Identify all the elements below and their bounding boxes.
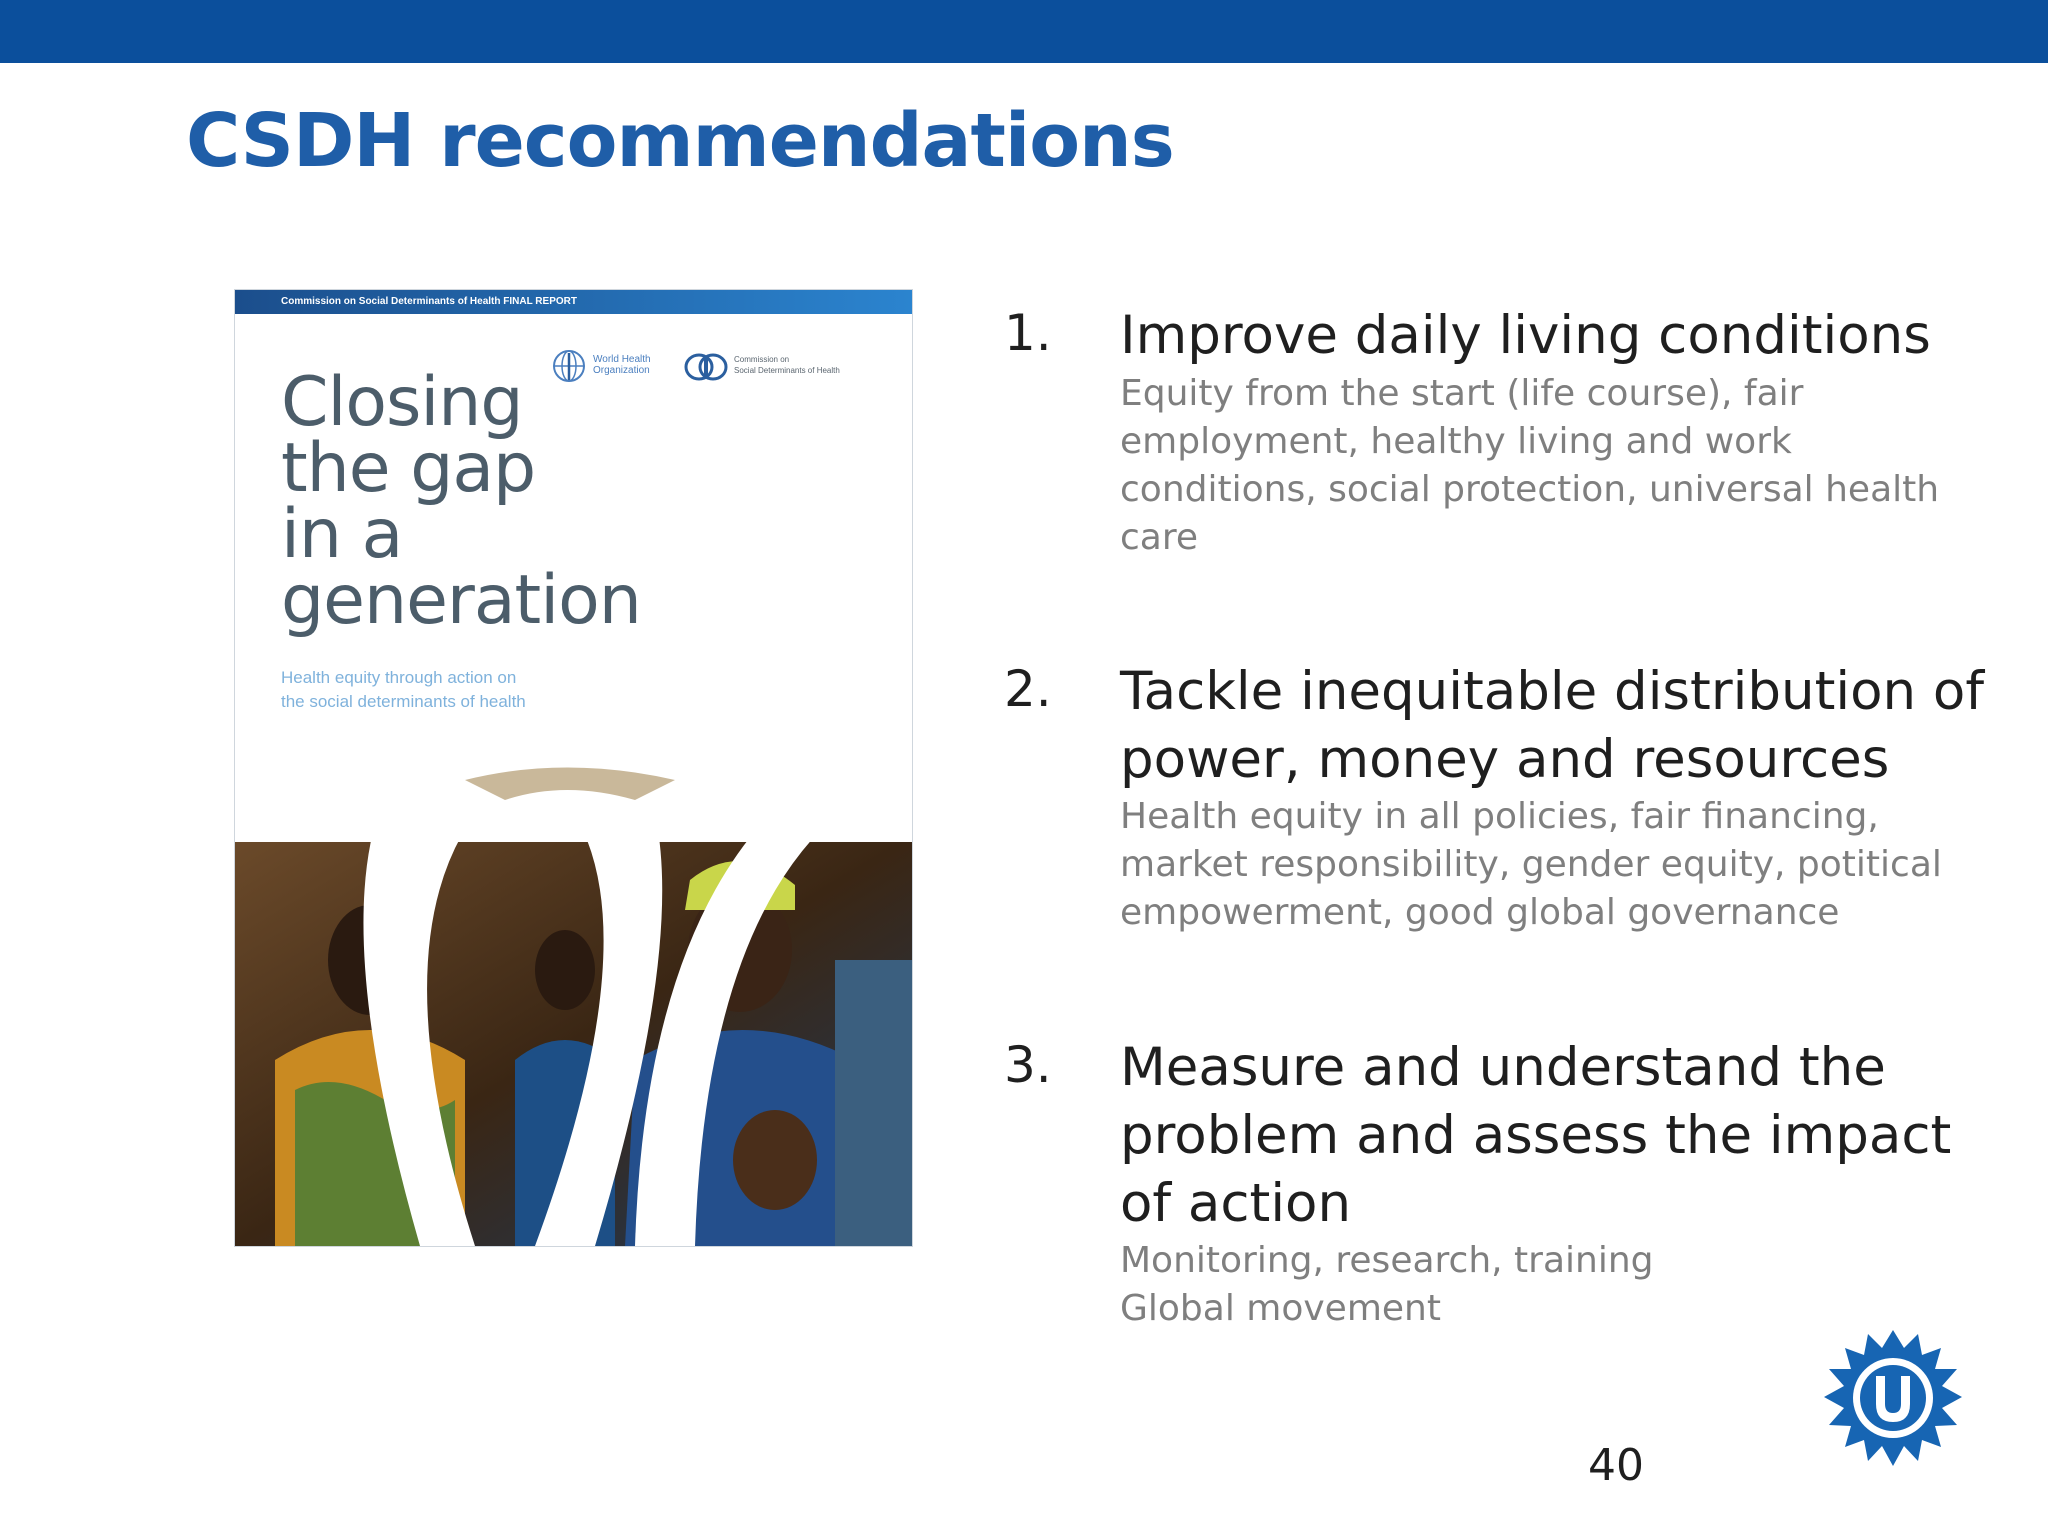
cover-header: Commission on Social Determinants of Health FINAL REPORT: [235, 290, 912, 314]
rec-3-heading: Measure and understand the problem and assess the impact of action: [1120, 1037, 1952, 1234]
rec-2-heading: Tackle inequitable distribution of power, money and resources: [1120, 661, 1985, 790]
rec-3-number: 3.: [1004, 1036, 1052, 1094]
rec-3-detail: Monitoring, research, training Global movement: [1120, 1240, 1654, 1329]
rec-1-number: 1.: [1004, 304, 1052, 362]
top-bar: [0, 0, 2048, 63]
slide-title: CSDH recommendations: [186, 98, 1174, 184]
cover-title: Closing the gap in a generation: [281, 363, 641, 640]
page-number: 40: [1588, 1440, 1644, 1491]
cover-photo: [235, 760, 912, 1246]
rec-1-detail: Equity from the start (life course), fair employment, healthy living and work conditions, social protection, universal health care: [1120, 373, 1940, 558]
rec-2-detail: Health equity in all policies, fair financing, market responsibility, gender equity, potitical empowerment, good global governance: [1120, 796, 1942, 933]
csdh-name: Commission on Social Determinants of Health: [734, 355, 840, 375]
cover-subtitle: Health equity through action on the social determinants of health: [281, 668, 526, 711]
rec-2-number: 2.: [1004, 660, 1052, 718]
rec-1-heading: Improve daily living conditions: [1120, 305, 1931, 366]
university-logo-icon: [1818, 1324, 1968, 1474]
who-name: World Health Organization: [593, 354, 651, 376]
report-cover: [234, 289, 913, 1247]
